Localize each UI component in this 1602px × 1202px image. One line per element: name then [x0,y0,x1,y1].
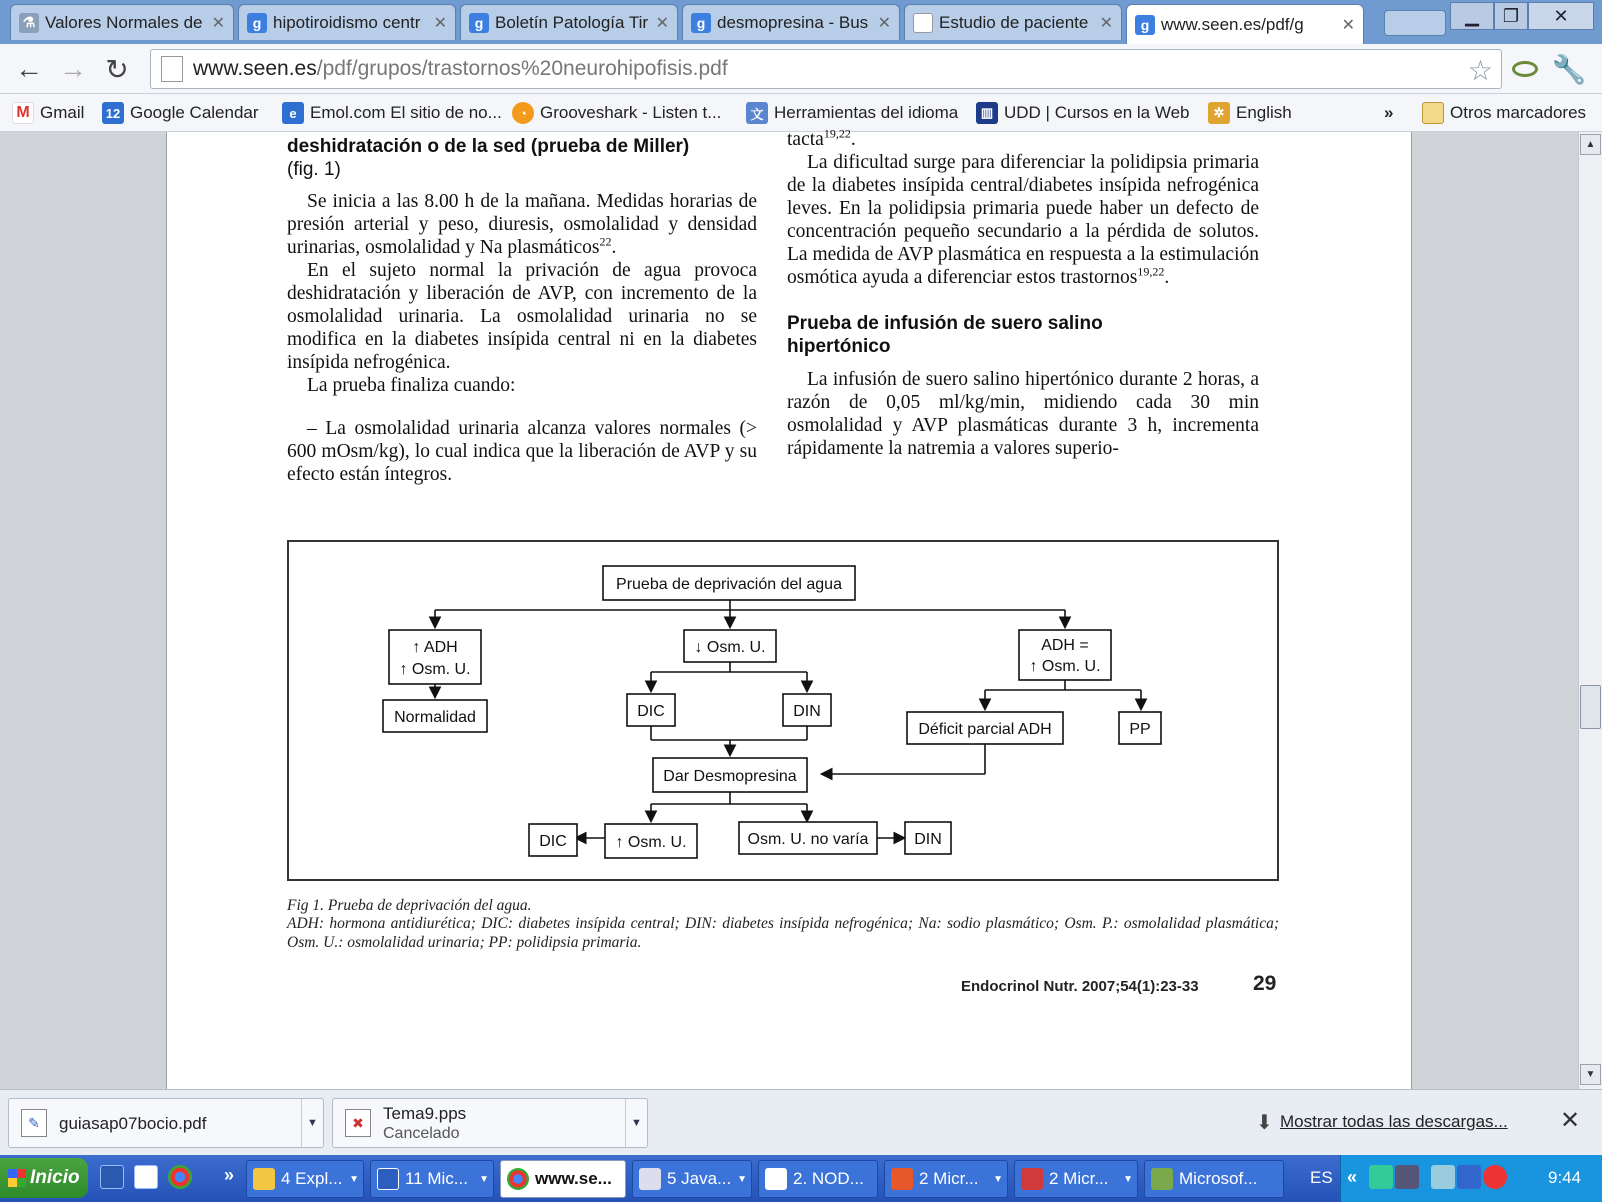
download-item[interactable] [332,1098,648,1148]
section-heading-salino: Prueba de infusión de suero salino hipertónico [787,313,1103,357]
taskbar-explorer[interactable]: 4 Expl... ▼ [246,1160,364,1198]
folder-icon [1422,102,1444,124]
url-path: /pdf/grupos/trastornos%20neurohipofisis.pdf [316,57,728,80]
gmail-icon: M [12,102,34,124]
label-adh-up: ↑ ADH [412,639,458,656]
figure-caption-body: ADH: hormona antidiurética; DIC: diabetes insípida central; DIN: diabetes insípida nefrogénica; Na: sodio plasmático; Osm. P.: osmolalidad plasmática; Osm. U.: osmolalidad urinaria; PP: polidipsia primaria. [287,915,1279,951]
label-dic: DIC [637,703,665,720]
eye-icon [1512,61,1538,77]
taskbar-notepad[interactable]: 2. NOD... [758,1160,878,1198]
powerpoint-icon [891,1168,913,1190]
label-din: DIN [793,703,821,720]
download-shelf [0,1089,1602,1155]
close-window-button[interactable]: ✕ [1528,2,1594,30]
figure-caption-title: Fig 1. Prueba de deprivación del agua. [287,897,532,914]
download-menu-button[interactable]: ▼ [625,1099,647,1147]
label-osm-down: ↓ Osm. U. [694,639,766,656]
label-pp: PP [1129,721,1151,738]
document-icon [913,13,933,33]
bookmarks-bar [0,94,1602,132]
paragraph: – La osmolalidad urinaria alcanza valores normales (> 600 mOsm/kg), lo cual indica que la liberación de AVP y su efecto están íntegros. [287,418,757,485]
pps-file-icon: ✖ [345,1109,371,1137]
label-osm-up-c: ↑ Osm. U. [615,834,687,851]
section-heading-fig-ref: (fig. 1) [287,159,341,180]
download-menu-button[interactable]: ▼ [301,1099,323,1147]
bookmark-herramientas[interactable]: 文 Herramientas del idioma [746,100,958,126]
taskbar-powerpoint-1[interactable]: 2 Micr... ▼ [884,1160,1008,1198]
bookmark-english[interactable]: ✲ English [1208,100,1292,126]
scroll-down-button[interactable]: ▼ [1580,1064,1601,1085]
word-icon [377,1168,399,1190]
google-icon: g [691,13,711,33]
emol-icon: e [282,102,304,124]
other-bookmarks[interactable]: Otros marcadores [1422,100,1586,126]
paragraph: Se inicia a las 8.00 h de la mañana. Medidas horarias de presión arterial y peso, diuresis, osmolalidad y densidad urinarias, osmolalidad y Na plasmáticos$^{22}$. [287,191,757,258]
scroll-up-button[interactable]: ▲ [1580,134,1601,155]
tab-estudio[interactable]: Estudio de paciente ✕ [904,4,1122,40]
windows-taskbar [0,1155,1602,1202]
taskbar-powerpoint-2[interactable]: 2 Micr... ▼ [1014,1160,1138,1198]
label-osm-up-a: ↑ Osm. U. [399,661,471,678]
scrollbar-thumb[interactable] [1580,685,1601,729]
download-filename: Tema9.pps [383,1103,467,1123]
bookmarks-overflow-button[interactable]: » [1384,103,1394,122]
vertical-scrollbar[interactable] [1578,132,1602,1089]
tray-volume-muted-icon[interactable] [1483,1165,1507,1189]
windows-logo-icon [8,1169,26,1187]
start-button[interactable]: Inicio [0,1158,88,1198]
close-shelf-icon[interactable]: ✕ [1560,1107,1581,1134]
bookmark-gmail[interactable]: M Gmail [12,100,84,126]
forward-button[interactable] [56,52,90,86]
label-root: Prueba de deprivación del agua [616,576,842,593]
tray-monitor-icon[interactable] [1395,1165,1419,1189]
bookmark-grooveshark[interactable]: ◔ Grooveshark - Listen t... [512,100,721,126]
reload-button[interactable] [100,52,134,86]
language-indicator[interactable]: ES [1310,1168,1333,1187]
tray-app-icon[interactable] [1369,1165,1393,1189]
new-tab-button[interactable] [1384,10,1446,36]
download-status: Cancelado [383,1124,460,1142]
label-deficit: Déficit parcial ADH [918,721,1052,738]
bookmark-udd[interactable]: ▥ UDD | Cursos en la Web [976,100,1190,126]
settings-button[interactable] [1552,52,1586,86]
english-icon: ✲ [1208,102,1230,124]
tab-valores-normales[interactable]: ⚗ Valores Normales de ✕ [10,4,234,40]
paragraph: En el sujeto normal la privación de agua provoca deshidratación y liberación de AVP, con incremento de la osmolalidad urinaria. La osmolalidad urinaria no se modifica en la diabetes insípida central ni en la diabetes insípida nefrogénica. [287,260,757,373]
bookmark-google-calendar[interactable]: 12 Google Calendar [102,100,259,126]
back-button[interactable] [12,52,46,86]
label-osm-no-varia: Osm. U. no varía [747,831,869,848]
folder-icon [253,1168,275,1190]
flowchart-diagram [289,542,1277,879]
show-all-downloads-link[interactable]: Mostrar todas las descargas... [1280,1112,1508,1131]
close-tab-icon[interactable]: ✕ [211,14,225,32]
left-column [287,132,757,486]
close-tab-icon[interactable]: ✕ [1341,16,1355,34]
pdf-viewer[interactable] [0,126,1602,1089]
pdf-file-icon: ✎ [21,1109,47,1137]
address-bar[interactable] [150,49,1502,89]
label-osm-up-b: ↑ Osm. U. [1029,658,1101,675]
right-column [787,128,1259,460]
extension-button[interactable] [1508,52,1542,86]
forward-arrow-icon: → [59,53,87,84]
google-icon: g [1135,15,1155,35]
label-normalidad: Normalidad [394,709,476,726]
wrench-icon: 🔧 [1551,53,1587,85]
grooveshark-icon: ◔ [512,102,534,124]
label-din-2: DIN [914,831,942,848]
text-fragment: tacta$^{19,22}$. [787,126,856,150]
microsoft-icon [1151,1168,1173,1190]
google-icon: g [247,13,267,33]
label-dic-2: DIC [539,833,567,850]
back-arrow-icon: ← [15,53,43,84]
bookmark-star-icon[interactable]: ☆ [1467,55,1493,86]
tab-desmopresina[interactable]: g desmopresina - Bus ✕ [682,4,900,40]
page-icon [161,56,183,82]
taskbar-chrome[interactable]: www.se... [500,1160,626,1198]
show-desktop-icon[interactable] [100,1165,124,1189]
tab-seen-pdf[interactable]: g www.seen.es/pdf/g ✕ [1126,4,1364,44]
page-number: 29 [1253,972,1277,995]
close-tab-icon[interactable]: ✕ [877,14,891,32]
section-heading-miller: deshidratación o de la sed (prueba de Miller) [287,136,690,157]
google-icon: g [469,13,489,33]
figure-flowchart [287,540,1279,881]
calendar-icon: 12 [102,102,124,124]
notepad-icon[interactable] [134,1165,158,1189]
powerpoint-icon [1021,1168,1043,1190]
tab-boletin[interactable]: g Boletín Patología Tir ✕ [460,4,678,40]
download-item[interactable] [8,1098,324,1148]
quicklaunch-overflow[interactable]: » [224,1165,235,1185]
pdf-page [166,126,1412,1089]
tray-overflow-button[interactable]: « [1347,1167,1358,1187]
tray-network-icon[interactable] [1431,1165,1455,1189]
url-host: www.seen.es [193,57,317,80]
browser-toolbar [0,44,1602,94]
close-tab-icon[interactable]: ✕ [1099,14,1113,32]
close-tab-icon[interactable]: ✕ [655,14,669,32]
paragraph: La prueba finaliza cuando: [307,375,516,396]
download-arrow-icon: ⬇ [1256,1112,1273,1134]
reload-icon: ↻ [105,53,129,85]
journal-reference: Endocrinol Nutr. 2007;54(1):23-33 [961,978,1199,995]
taskbar-word[interactable]: 11 Mic... ▼ [370,1160,494,1198]
download-filename: guiasap07bocio.pdf [59,1113,207,1133]
paragraph: La dificultad surge para diferenciar la polidipsia primaria de la diabetes insípida central/diabetes insípida nefrogénica leves. En la polidipsia primaria puede haber un defecto de concentración pequeño secundario a la pérdida de solutos. La medida de AVP plasmática en respuesta a la estimulación osmótica ayuda a diferenciar estos trastornos$^{19,22}$. [787,152,1259,288]
paragraph: La infusión de suero salino hipertónico durante 2 horas, a razón de 0,05 ml/kg/min, midiendo cada 30 min osmolalidad y AVP plasmáticas durante 3 h, incrementa rápidamente la natremia a valores superio- [787,369,1259,459]
java-icon [639,1168,661,1190]
udd-icon: ▥ [976,102,998,124]
tab-strip [0,0,1602,44]
flask-icon: ⚗ [19,13,39,33]
label-desmopresina: Dar Desmopresina [663,768,797,785]
maximize-button[interactable]: ❐ [1494,2,1528,30]
notepad-icon [765,1168,787,1190]
minimize-button[interactable]: ▁ [1450,2,1494,30]
label-adh-eq: ADH = [1041,637,1089,654]
chrome-icon[interactable] [168,1165,192,1189]
taskbar-microsoft[interactable]: Microsof... [1144,1160,1284,1198]
tab-hipotiroidismo[interactable]: g hipotiroidismo centr ✕ [238,4,456,40]
clock: 9:44 [1548,1168,1582,1187]
chrome-icon [507,1168,529,1190]
bookmark-emol[interactable]: e Emol.com El sitio de no... [282,100,502,126]
translate-icon: 文 [746,102,768,124]
close-tab-icon[interactable]: ✕ [433,14,447,32]
taskbar-java[interactable]: 5 Java... ▼ [632,1160,752,1198]
tray-security-icon[interactable] [1457,1165,1481,1189]
